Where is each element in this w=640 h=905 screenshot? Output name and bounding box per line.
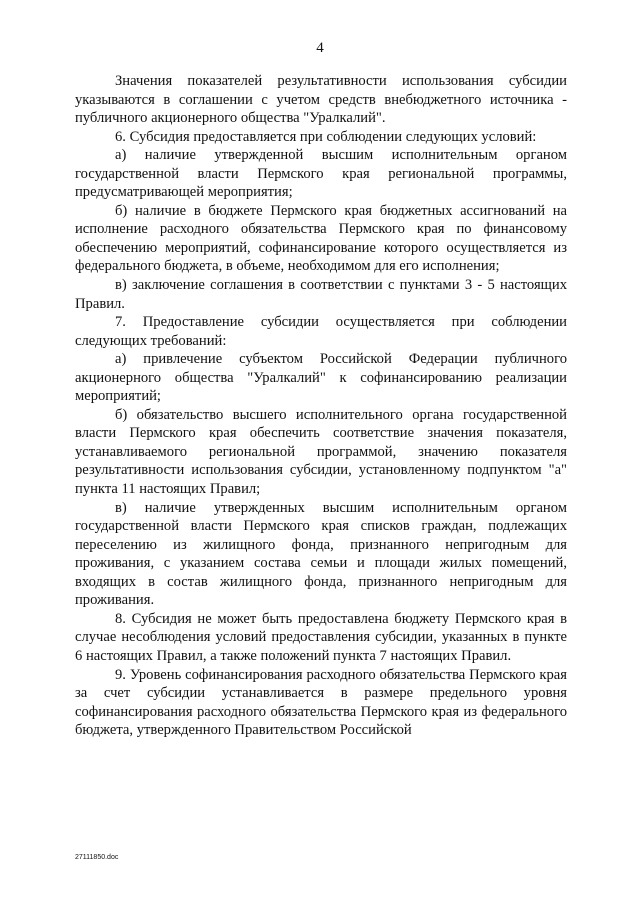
paragraph-6a: а) наличие утвержденной высшим исполнительным органом государственной власти Пермского края региональной программы, предусматривающей мероприятия; — [75, 147, 567, 201]
paragraph-6c: в) заключение соглашения в соответствии с пунктами 3 - 5 настоящих Правил. — [75, 277, 567, 312]
paragraph-7-requirements: 7. Предоставление субсидии осуществляется при соблюдении следующих требований: — [75, 314, 567, 349]
paragraph-8: 8. Субсидия не может быть предоставлена бюджету Пермского края в случае несоблюдения условий предоставления субсидии, указанных в пункте 6 настоящих Правил, а также положений пункта 7 настоящих Правил. — [75, 610, 567, 664]
page-number: 4 — [316, 40, 324, 56]
document-file-code: 27111850.doc — [75, 854, 119, 861]
paragraph-7b: б) обязательство высшего исполнительного органа государственной власти Пермского края обеспечить соответствие значения показателя, устанавливаемого региональной программой, значению показателя результативности использования субсидии, установленному подпунктом "а" пункта 11 настоящих Правил; — [75, 406, 567, 498]
document-body — [75, 72, 567, 740]
paragraph-7a: а) привлечение субъектом Российской Федерации публичного акционерного общества "Уралкалий" к софинансированию реализации мероприятий; — [75, 351, 567, 405]
paragraph-6-conditions: 6. Субсидия предоставляется при соблюдении следующих условий: — [115, 128, 537, 145]
paragraph-indicators-note: Значения показателей результативности использования субсидии указываются в соглашении с учетом средств внебюджетного источника - публичного акционерного общества "Уралкалий". — [75, 73, 567, 127]
paragraph-7c: в) наличие утвержденных высшим исполнительным органом государственной власти Пермского края списков граждан, подлежащих переселению из жилищного фонда, признанного непригодным для проживания, с указанием состава семьи и площади жилых помещений, входящих в состав жилищного фонда, признанного непригодным для проживания. — [75, 499, 567, 609]
paragraph-9: 9. Уровень софинансирования расходного обязательства Пермского края за счет субсидии устанавливается в размере предельного уровня софинансирования расходного обязательства Пермского края из федерального бюджета, утвержденного Правительством Российской — [75, 666, 567, 739]
paragraph-6b: б) наличие в бюджете Пермского края бюджетных ассигнований на исполнение расходного обязательства Пермского края по финансовому обеспечению мероприятий, софинансирование которого осуществляется из федерального бюджета, в объеме, необходимом для его исполнения; — [75, 202, 567, 275]
